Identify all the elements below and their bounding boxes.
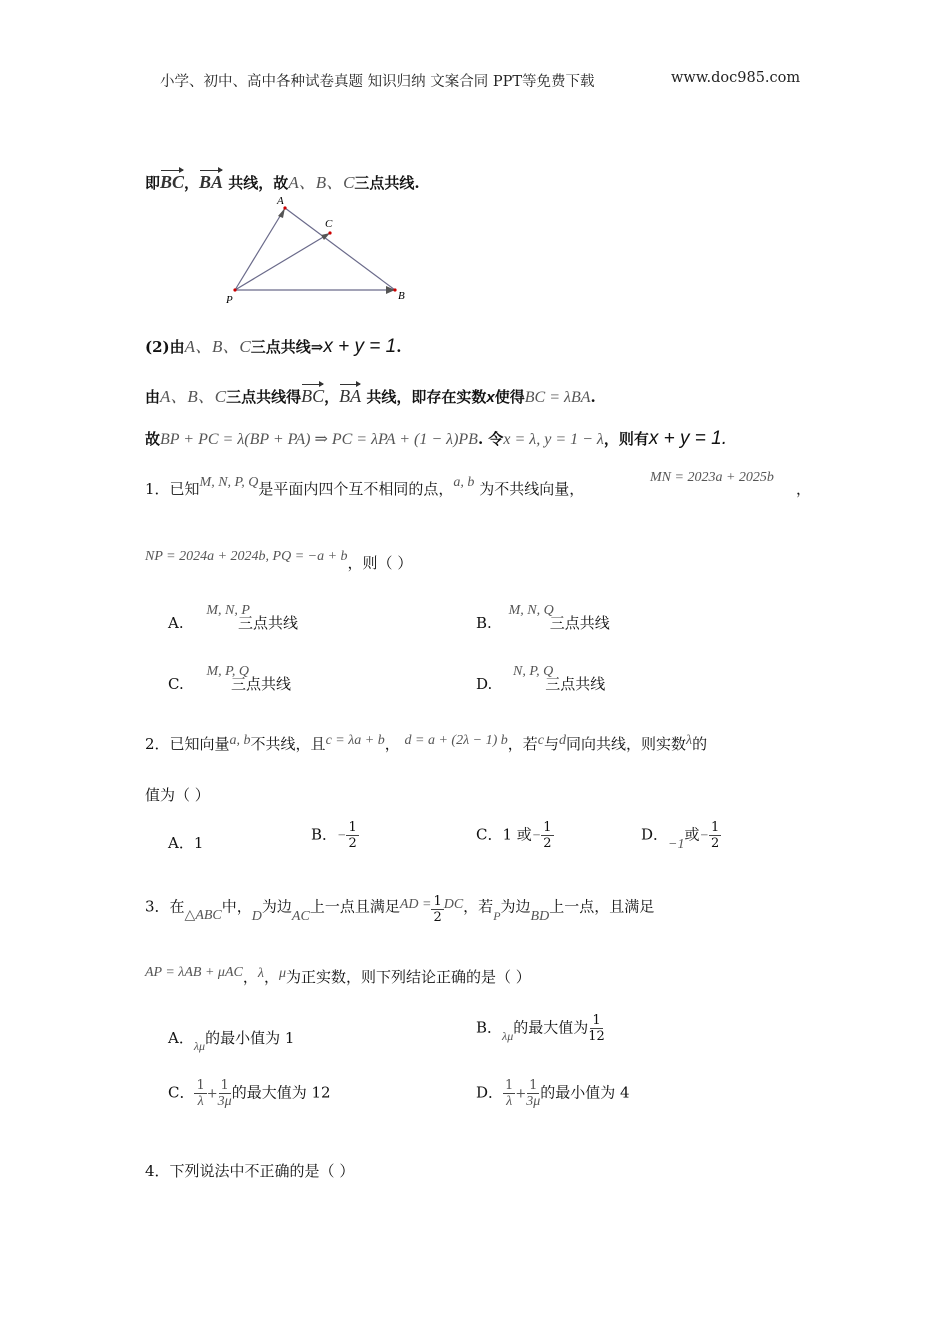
frac-num: 1 (505, 1078, 514, 1093)
vector-ba: BA (339, 386, 362, 406)
point-c (328, 231, 331, 234)
q2-text4: 同向共线，则实数 (566, 735, 687, 753)
intro-prefix: 即 (145, 174, 161, 192)
frac-num: 1 (433, 894, 442, 909)
q3-t1: 中， (221, 897, 252, 916)
point-a (283, 206, 286, 209)
option-key: C．1 或 (476, 825, 532, 844)
vector-bc: BC (160, 172, 185, 192)
vector-bc: BC (301, 386, 325, 406)
triangle-figure (215, 190, 415, 310)
q1-ab: a, b (453, 475, 475, 490)
q3-t6: 上一点，且满足 (549, 897, 655, 916)
option-text: 的最大值为 (513, 1018, 589, 1037)
frac-den: λ (506, 1094, 513, 1109)
part2-line2 (145, 382, 596, 407)
option-text: 的最小值为 1 (205, 1029, 295, 1047)
frac-num: 1 (529, 1078, 538, 1093)
option-key: B． (311, 825, 338, 844)
minus-sign: − (531, 828, 542, 844)
q4-line: 4．下列说法中不正确的是（ ） (145, 1162, 355, 1180)
frac-den: 12 (588, 1029, 605, 1044)
option-key: A. (168, 614, 184, 632)
option-math: M, N, Q (508, 603, 554, 618)
option-key: C. (168, 675, 184, 693)
q3-option-c[interactable] (168, 1078, 331, 1109)
line2-mid3: 使得 (494, 388, 525, 406)
q3-mu: μ (278, 966, 286, 981)
frac-den: 3μ (217, 1094, 232, 1109)
q2-text1: 不共线，且 (250, 735, 326, 753)
q2-line2: 值为（ ） (145, 786, 210, 804)
points-abc: A、B、C (184, 337, 251, 356)
frac-num: 1 (543, 820, 552, 835)
points-abc: A、B、C (160, 387, 227, 406)
q3-t2: 为边 (261, 897, 292, 916)
q2-text2: ，若 (507, 735, 538, 753)
q2-option-a[interactable]: A．1 (168, 834, 204, 852)
frac-den: 2 (710, 836, 720, 851)
fraction-one-over-lambda (503, 1078, 515, 1109)
q3-t9: 为正实数，则下列结论正确的是（ ） (285, 968, 531, 986)
fraction-one-twelfth (588, 1013, 605, 1044)
equation-xy: x + y = 1 (323, 336, 397, 357)
option-math: N, P, Q (513, 664, 554, 679)
q3-option-b[interactable] (476, 1013, 605, 1044)
frac-num: 1 (348, 820, 357, 835)
q2-d-def: d = a + (2λ − 1) b (404, 733, 508, 748)
q2-option-b[interactable] (311, 820, 359, 851)
q3-ac: AC (291, 908, 310, 924)
option-text: 的最小值为 4 (540, 1083, 630, 1102)
label-b: B (398, 290, 405, 302)
option-math: M, P, Q (206, 664, 250, 679)
label-p: P (226, 294, 233, 306)
q3-number: 3．在 (145, 897, 185, 916)
equation-xy-end: x + y = 1. (648, 428, 728, 449)
var-x: x (486, 389, 495, 406)
option-math: λμ (502, 1028, 514, 1043)
arrowhead-a (278, 208, 285, 218)
option-key: D. (476, 675, 493, 693)
q1-mn-equation: MN = 2023a + 2025b (650, 470, 774, 485)
line3-prefix: 故 (145, 430, 161, 448)
frac-den: 2 (543, 836, 552, 851)
frac-den: 2 (433, 910, 442, 925)
q3-t5: 为边 (500, 897, 531, 916)
q3-triangle: △ABC (184, 907, 222, 923)
q1-option-c[interactable] (168, 664, 292, 694)
line2-prefix: 由 (145, 388, 161, 406)
minus-sign: − (337, 828, 347, 844)
q1-np-pq: NP = 2024a + 2024b, PQ = −a + b (145, 549, 348, 564)
line2-mid2: 共线，即存在实数 (366, 388, 487, 406)
vector-ba: BA (199, 172, 224, 192)
q3-line2 (145, 966, 531, 987)
line2-mid: 三点共线得 (226, 388, 302, 406)
period: . (590, 388, 596, 406)
q2-option-c[interactable] (476, 820, 554, 851)
or-text: 或 (684, 825, 700, 844)
frac-den: 2 (348, 836, 357, 851)
option-text: 三点共线 (237, 614, 298, 632)
option-text: 三点共线 (549, 614, 610, 632)
q3-line1 (145, 892, 654, 923)
option-key: B. (476, 614, 492, 632)
segment-pa (235, 208, 285, 290)
option-math: M, N, P (206, 603, 250, 618)
q3-dc: DC (443, 896, 464, 912)
frac-den: 3μ (526, 1094, 541, 1109)
q3-ad: AD = (399, 896, 432, 912)
fraction-one-over-3mu (526, 1078, 540, 1109)
frac-num: 1 (592, 1013, 601, 1028)
q3-p: P (493, 908, 501, 923)
segment-ab (285, 208, 395, 290)
part2-line3 (145, 428, 727, 450)
option-math: λμ (193, 1039, 206, 1053)
part2-line1 (145, 332, 401, 358)
option-key: D． (476, 1083, 504, 1102)
part2-mid: 三点共线⇒ (250, 338, 324, 356)
points-abc: A、B、C (288, 173, 355, 192)
q2-line1 (145, 733, 707, 754)
q1-option-b[interactable] (476, 603, 610, 633)
q2-lambda: λ (686, 733, 693, 748)
q3-lambda: λ (257, 966, 264, 981)
q2-number: 2．已知向量 (145, 735, 230, 753)
frac-num: 1 (710, 820, 720, 835)
minus-one: −1 (668, 836, 685, 852)
q3-option-d[interactable] (476, 1078, 630, 1109)
intro-mid: 共线，故 (228, 174, 289, 192)
comma: ， (263, 968, 279, 986)
q2-text5: 的 (692, 735, 708, 753)
q3-d: D (251, 908, 262, 924)
q3-t3: 上一点且满足 (309, 897, 400, 916)
q3-ap-eq: AP = λAB + μAC (145, 965, 243, 980)
intro-suffix: 三点共线. (354, 174, 420, 192)
q1-option-a[interactable] (168, 603, 298, 633)
equation-bc-lambda-ba: BC = λBA (524, 389, 591, 406)
fraction-half (346, 820, 358, 851)
fraction-one-over-lambda (194, 1078, 206, 1109)
fraction-half (541, 820, 553, 851)
segment-pc (235, 233, 330, 290)
header-url[interactable]: www.doc985.com (671, 70, 801, 86)
point-p (233, 288, 236, 291)
q2-ab: a, b (229, 733, 251, 748)
frac-den: λ (197, 1094, 204, 1109)
fraction-half (709, 820, 721, 851)
comma: ， (384, 735, 400, 753)
line3-mid2: ，则有 (603, 430, 649, 448)
option-text: 的最大值为 12 (231, 1083, 331, 1102)
frac-num: 1 (220, 1078, 229, 1093)
q2-c-def: c = λa + b (325, 733, 385, 748)
part2-prefix: (2)由 (145, 338, 185, 356)
q3-bd: BD (530, 908, 550, 924)
option-text: 三点共线 (231, 675, 292, 693)
option-text: 三点共线 (545, 675, 606, 693)
option-key: A． (168, 1029, 194, 1047)
option-key: B． (476, 1018, 503, 1037)
plus-sign: + (206, 1086, 218, 1102)
fraction-one-over-3mu (218, 1078, 232, 1109)
comma: ， (242, 968, 258, 986)
q1-line2 (145, 549, 413, 573)
q2-text3: 与 (544, 735, 560, 753)
option-key: C． (168, 1083, 195, 1102)
comma: ， (184, 174, 200, 192)
q1-comma: ， (796, 480, 812, 498)
header-text: 小学、初中、高中各种试卷真题 知识归纳 文案合同 PPT等免费下载 (160, 74, 595, 90)
plus-sign: + (515, 1086, 527, 1102)
q1-text2: 为不共线向量， (479, 480, 585, 498)
minus-sign: − (699, 828, 709, 844)
option-key: D． (641, 825, 669, 844)
q2-option-d[interactable] (641, 820, 721, 851)
q2-c: c (537, 733, 544, 748)
q1-text1: 是平面内四个互不相同的点， (258, 480, 454, 498)
substitution: x = λ, y = 1 − λ (503, 431, 604, 448)
q3-t4: ，若 (463, 897, 494, 916)
q1-line1 (145, 475, 585, 499)
vector-equation: BP + PC = λ(BP + PA) ⇒ PC = λPA + (1 − λ)PB (160, 431, 478, 448)
label-c: C (325, 218, 333, 230)
period: . (396, 338, 402, 356)
q1-option-d[interactable] (476, 664, 606, 694)
q1-text3: ，则（ ） (347, 554, 413, 572)
q2-d: d (559, 733, 567, 748)
comma: ， (324, 388, 340, 406)
q1-points: M, N, P, Q (199, 475, 259, 490)
line3-mid: . 令 (477, 430, 504, 448)
arrowhead-c (321, 233, 330, 240)
frac-num: 1 (196, 1078, 205, 1093)
point-b (393, 288, 396, 291)
q1-number: 1．已知 (145, 480, 200, 498)
fraction-half (431, 894, 443, 925)
label-a: A (277, 195, 284, 207)
q3-option-a[interactable] (168, 1027, 295, 1053)
